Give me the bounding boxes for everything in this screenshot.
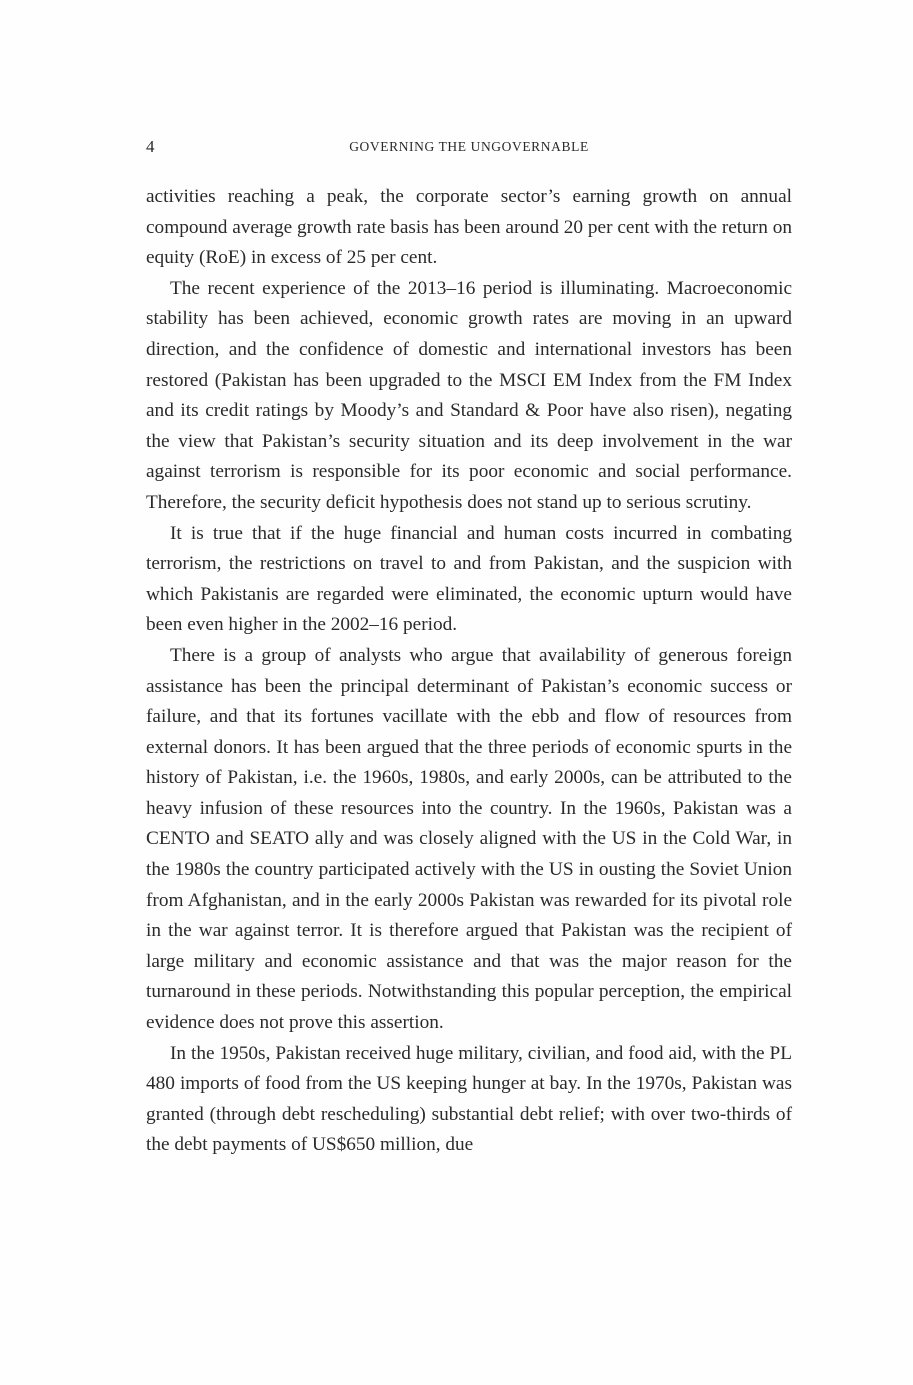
page-number: 4 (146, 137, 156, 156)
running-title: GOVERNING THE UNGOVERNABLE (349, 139, 589, 154)
body-text (146, 182, 792, 1161)
paragraph-5: In the 1950s, Pakistan received huge military, civilian, and food aid, with the PL 480 imports of food from the US keeping hunger at bay. In the 1970s, Pakistan was granted (through debt rescheduling) substantial debt relief; with over two-thirds of the debt payments of US$650 million, due (146, 1042, 792, 1156)
paragraph-1: activities reaching a peak, the corporate sector’s earning growth on annual compound average growth rate basis has been around 20 per cent with the return on equity (RoE) in excess of 25 per cent. (146, 186, 792, 269)
paragraph-2: The recent experience of the 2013–16 period is illuminating. Macroeconomic stability has been achieved, economic growth rates are moving in an upward direction, and the confidence of domestic and international investors has been restored (Pakistan has been upgraded to the MSCI EM Index from the FM Index and its credit ratings by Moody’s and Standard & Poor have also risen), negating the view that Pakistan’s security situation and its deep involvement in the war against terrorism is responsible for its poor economic and social performance. Therefore, the security deficit hypothesis does not stand up to serious scrutiny. (146, 277, 792, 513)
paragraph-4: There is a group of analysts who argue that availability of generous foreign assistance has been the principal determinant of Pakistan’s economic success or failure, and that its fortunes vacillate with the ebb and flow of resources from external donors. It has been argued that the three periods of economic spurts in the history of Pakistan, i.e. the 1960s, 1980s, and early 2000s, can be attributed to the heavy infusion of these resources into the country. In the 1960s, Pakistan was a CENTO and SEATO ally and was closely aligned with the US in the Cold War, in the 1980s the country participated actively with the US in ousting the Soviet Union from Afghanistan, and in the early 2000s Pakistan was rewarded for its pivotal role in the war against terror. It is therefore argued that Pakistan was the recipient of large military and economic assistance and that was the major reason for the turnaround in these periods. Notwithstanding this popular perception, the empirical evidence does not prove this assertion. (146, 644, 792, 1034)
paragraph-3: It is true that if the huge financial and human costs incurred in combating terrorism, the restrictions on travel to and from Pakistan, and the suspicion with which Pakistanis are regarded were eliminated, the economic upturn would have been even higher in the 2002–16 period. (146, 522, 792, 636)
running-head (146, 137, 792, 161)
